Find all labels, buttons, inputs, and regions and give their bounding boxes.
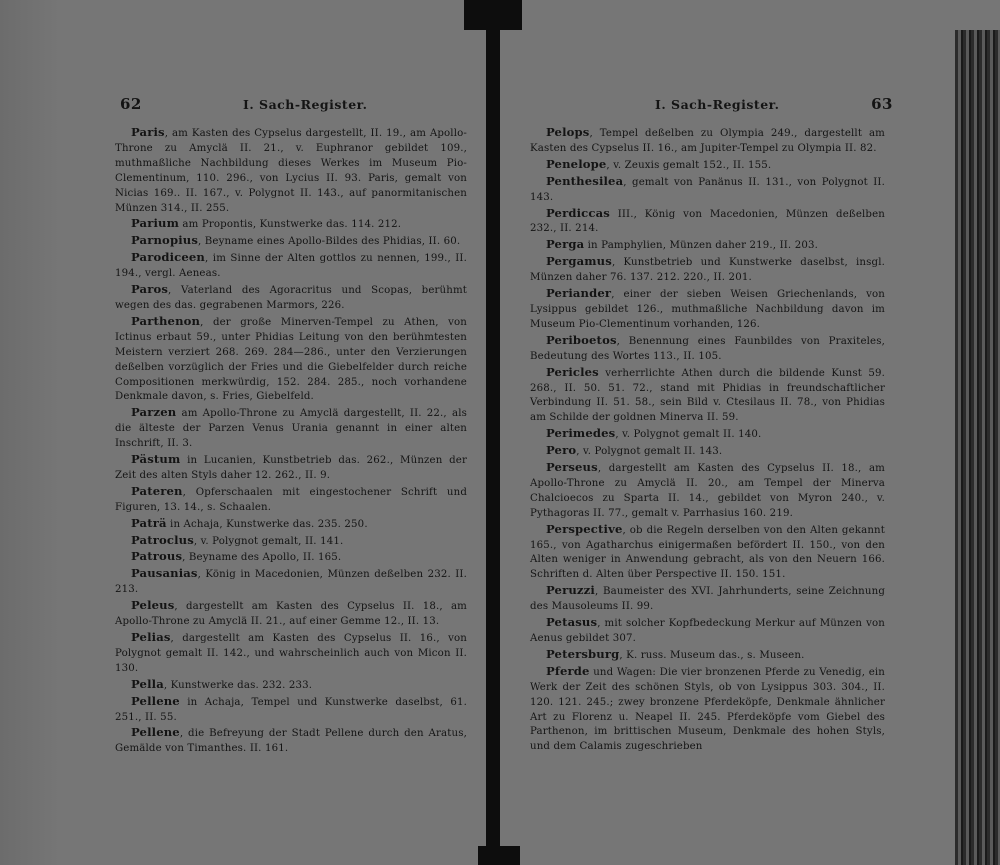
- entry-text: , Kunstwerke das. 232. 233.: [163, 679, 313, 691]
- entry-headword: Pateren: [131, 483, 183, 498]
- entry-headword: Parodiceen: [131, 250, 206, 265]
- entry-text: , der große Minerven-Tempel zu Athen, von Ictinus erbaut 59., unter Phidias Leitung von den berühmtesten Meistern verziert 268. 269. 284—286., unter den Verzierungen deßelben vorzüglich der Fries und die Giebelfelder durch reiche Compositionen merkwürdig, 152. 284. 285., noch vorhandene Denkmale davon, s. Fries, Giebelfeld.: [115, 316, 467, 403]
- entry-headword: Peleus: [131, 598, 175, 613]
- entry-headword: Pergamus: [546, 254, 612, 269]
- entry-headword: Paträ: [131, 515, 167, 530]
- entry-text: , v. Polygnot gemalt II. 140.: [615, 429, 762, 441]
- index-entry: [530, 286, 885, 333]
- index-entry: [115, 533, 467, 550]
- entry-headword: Perspective: [546, 521, 623, 536]
- index-entry: [115, 233, 467, 250]
- entry-text: in Achaja, Kunstwerke das. 235. 250.: [166, 518, 368, 530]
- entry-headword: Pella: [131, 676, 164, 691]
- entry-text: , ob die Regeln derselben von den Alten gekannt 165., von Agatharchus einigermaßen befördert II. 150., von den Alten weniger in Anwendung gebracht, als von den Neuern 166. Schriften d. Alten über Perspective II. 150. 151.: [530, 524, 885, 581]
- entry-headword: Penthesilea: [546, 173, 624, 188]
- entry-text: verherrlichte Athen durch die bildende Kunst 59. 268., II. 50. 51. 72., stand mit Phidias in freundschaftlicher Verbindung II. 51. 58., sein Bild v. Ctesilaus II. 78., von Phidias am Schilde der goldnen Minerva II. 59.: [530, 367, 885, 424]
- entry-headword: Petasus: [546, 615, 598, 630]
- entry-headword: Petersburg: [546, 646, 620, 661]
- entry-text: , Kunstbetrieb und Kunstwerke daselbst, insgl. Münzen daher 76. 137. 212. 220., II. 201.: [530, 257, 885, 284]
- index-entry: [115, 598, 467, 630]
- entry-headword: Pericles: [546, 364, 599, 379]
- entry-headword: Paros: [131, 282, 169, 297]
- index-entry: [115, 250, 467, 282]
- index-entry: [115, 216, 467, 233]
- index-entry: [530, 583, 885, 615]
- entry-text: , gemalt von Panänus II. 131., von Polygnot II. 143.: [530, 176, 885, 203]
- running-title: I. Sach-Register.: [243, 97, 368, 112]
- entry-text: , dargestellt am Kasten des Cypselus II. 18., am Apollo-Throne zu Amyclä II. 20., am Tempel der Minerva Chalcioecos zu Sparta II. 14., gebildet von Myron 240., v. Pythagoras II. 77., gemalt v. Parrhasius 160. 219.: [530, 463, 885, 519]
- index-entry: [115, 282, 467, 314]
- entry-headword: Peruzzi: [546, 583, 595, 598]
- index-entry: [530, 443, 885, 460]
- index-entry: [530, 647, 885, 664]
- entry-headword: Parthenon: [131, 313, 201, 328]
- index-entry: [115, 677, 467, 694]
- entry-headword: Pelops: [546, 125, 590, 139]
- page-number: 62: [120, 95, 142, 113]
- index-entry: [530, 615, 885, 647]
- index-entry: [115, 694, 467, 726]
- index-entry: [530, 237, 885, 254]
- index-entries: [115, 125, 467, 757]
- index-entry: [115, 314, 467, 405]
- entry-text: , mit solcher Kopfbedeckung Merkur auf Münzen von Aenus gebildet 307.: [530, 618, 885, 644]
- entry-text: , Beyname des Apollo, II. 165.: [182, 552, 342, 564]
- entry-text: in Lucanien, Kunstbetrieb das. 262., Münzen der Zeit des alten Styls daher 12. 262., II. 9.: [115, 455, 467, 481]
- page-header: [530, 95, 893, 115]
- entry-headword: Pellene: [131, 725, 180, 740]
- index-entry: [115, 405, 467, 452]
- entry-headword: Pero: [546, 443, 577, 458]
- entry-text: am Apollo-Throne zu Amyclä dargestellt, II. 22., als die älteste der Parzen Venus Urania genannt in einer alten Inschrift, II. 3.: [115, 408, 467, 450]
- entry-text: , dargestellt am Kasten des Cypselus II. 16., von Polygnot gemalt II. 142., und wahrscheinlich auch von Micon II. 130.: [115, 633, 467, 674]
- entry-text: in Achaja, Tempel und Kunstwerke daselbst, 61. 251., II. 55.: [115, 696, 467, 723]
- index-entry: [115, 725, 467, 757]
- page-shadow: [0, 0, 60, 865]
- entry-text: in Pamphylien, Münzen daher 219., II. 203.: [584, 240, 818, 252]
- entry-headword: Parnopius: [131, 233, 199, 248]
- entry-headword: Parium: [131, 216, 180, 231]
- entry-text: am Propontis, Kunstwerke das. 114. 212.: [179, 219, 402, 231]
- entry-headword: Pästum: [131, 452, 181, 467]
- index-entry: [530, 157, 885, 174]
- index-entry: [115, 549, 467, 566]
- entry-headword: Pellene: [131, 693, 180, 708]
- right-page: [530, 95, 893, 755]
- index-entry: [530, 125, 885, 157]
- gutter-top: [464, 0, 522, 30]
- entry-text: , dargestellt am Kasten des Cypselus II. 18., am Apollo-Throne zu Amyclä II. 21., auf einer Gemme 12., II. 13.: [115, 601, 467, 628]
- entry-text: , einer der sieben Weisen Griechenlands, von Lysippus gebildet 126., muthmaßliche Nachbildung davon im Museum Pio-Clementinum vorhanden, 126.: [530, 289, 885, 330]
- entry-headword: Perga: [546, 237, 585, 252]
- entry-text: , v. Polygnot gemalt, II. 141.: [193, 535, 344, 547]
- index-entry: [530, 426, 885, 443]
- index-entry: [115, 452, 467, 484]
- entry-text: , Opferschaalen mit eingestochener Schrift und Figuren, 13. 14., s. Schaalen.: [115, 486, 467, 513]
- entry-text: , v. Zeuxis gemalt 152., II. 155.: [606, 159, 772, 171]
- page-header: [115, 95, 467, 115]
- entry-headword: Penelope: [546, 156, 607, 171]
- index-entry: [530, 460, 885, 522]
- entry-headword: Perseus: [546, 460, 598, 475]
- entry-text: und Wagen: Die vier bronzenen Pferde zu Venedig, ein Werk der Zeit des schönen Styls, ob von Lysippus 303. 304., II. 120. 121. 245.; zwey bronzene Pferdeköpfe, Denkmale ähnlicher Art zu Florenz u. Neapel II. 245. Pferdeköpfe vom Giebel des Parthenon, im brittischen Museum, Denkmale des hohen Styls, und dem Calamis zugeschrieben: [530, 666, 885, 753]
- index-entry: [530, 333, 885, 365]
- index-entry: [530, 206, 885, 238]
- entry-headword: Pelias: [131, 630, 171, 644]
- entry-headword: Patrous: [131, 549, 183, 564]
- entry-headword: Patroclus: [131, 532, 194, 547]
- page-edges: [955, 30, 1000, 865]
- entry-text: , Vaterland des Agoracritus und Scopas, berühmt wegen des das. gegrabenen Marmors, 226.: [115, 285, 467, 311]
- entry-headword: Periboetos: [546, 332, 617, 347]
- entry-text: , Beyname eines Apollo-Bildes des Phidias, II. 60.: [198, 236, 461, 248]
- entry-headword: Pferde: [546, 663, 590, 678]
- left-page: [115, 95, 467, 757]
- book-gutter: [486, 30, 500, 850]
- index-entry: [530, 254, 885, 286]
- index-entry: [115, 516, 467, 533]
- entry-text: , König in Macedonien, Münzen deßelben 232. II. 213.: [115, 569, 467, 596]
- entry-text: , die Befreyung der Stadt Pellene durch den Aratus, Gemälde von Timanthes. II. 161.: [115, 728, 467, 755]
- index-entry: [115, 125, 467, 216]
- entry-headword: Parzen: [131, 405, 177, 420]
- entry-text: , K. russ. Museum das., s. Museen.: [619, 649, 805, 661]
- entry-text: , im Sinne der Alten gottlos zu nennen, 199., II. 194., vergl. Aeneas.: [115, 253, 467, 280]
- index-entry: [115, 566, 467, 598]
- page-number: 63: [871, 95, 893, 113]
- running-title: I. Sach-Register.: [655, 97, 780, 112]
- index-entries: [530, 125, 885, 755]
- index-entry: [530, 522, 885, 584]
- index-entry: [530, 664, 885, 755]
- entry-headword: Perdiccas: [546, 205, 610, 220]
- index-entry: [115, 484, 467, 516]
- entry-text: III., König von Macedonien, Münzen deßelben 232., II. 214.: [530, 208, 885, 235]
- gutter-bottom: [478, 846, 520, 865]
- entry-text: , v. Polygnot gemalt II. 143.: [576, 446, 723, 458]
- entry-headword: Pausanias: [131, 566, 198, 581]
- entry-text: , Benennung eines Faunbildes von Praxiteles, Bedeutung des Wortes 113., II. 105.: [530, 335, 885, 362]
- index-entry: [530, 365, 885, 427]
- index-entry: [115, 630, 467, 677]
- index-entry: [530, 174, 885, 206]
- entry-text: , Tempel deßelben zu Olympia 249., dargestellt am Kasten des Cypselus II. 16., am Jupiter-Tempel zu Olympia II. 82.: [530, 128, 885, 154]
- entry-headword: Perimedes: [546, 426, 616, 441]
- entry-headword: Paris: [131, 125, 165, 139]
- entry-headword: Periander: [546, 286, 612, 301]
- entry-text: , am Kasten des Cypselus dargestellt, II. 19., am Apollo-Throne zu Amyclä II. 21., v. Euphranor gebildet 109., muthmaßliche Nachbildung dieses Werkes im Museum Pio-Clementinum, 110. 296., von Lycius II. 93. Paris, gemalt von Nicias 169.. II. 167., v. Polygnot II. 143., auf panormitanischen Münzen 314., II. 255.: [115, 128, 467, 214]
- entry-text: , Baumeister des XVI. Jahrhunderts, seine Zeichnung des Mausoleums II. 99.: [530, 586, 885, 613]
